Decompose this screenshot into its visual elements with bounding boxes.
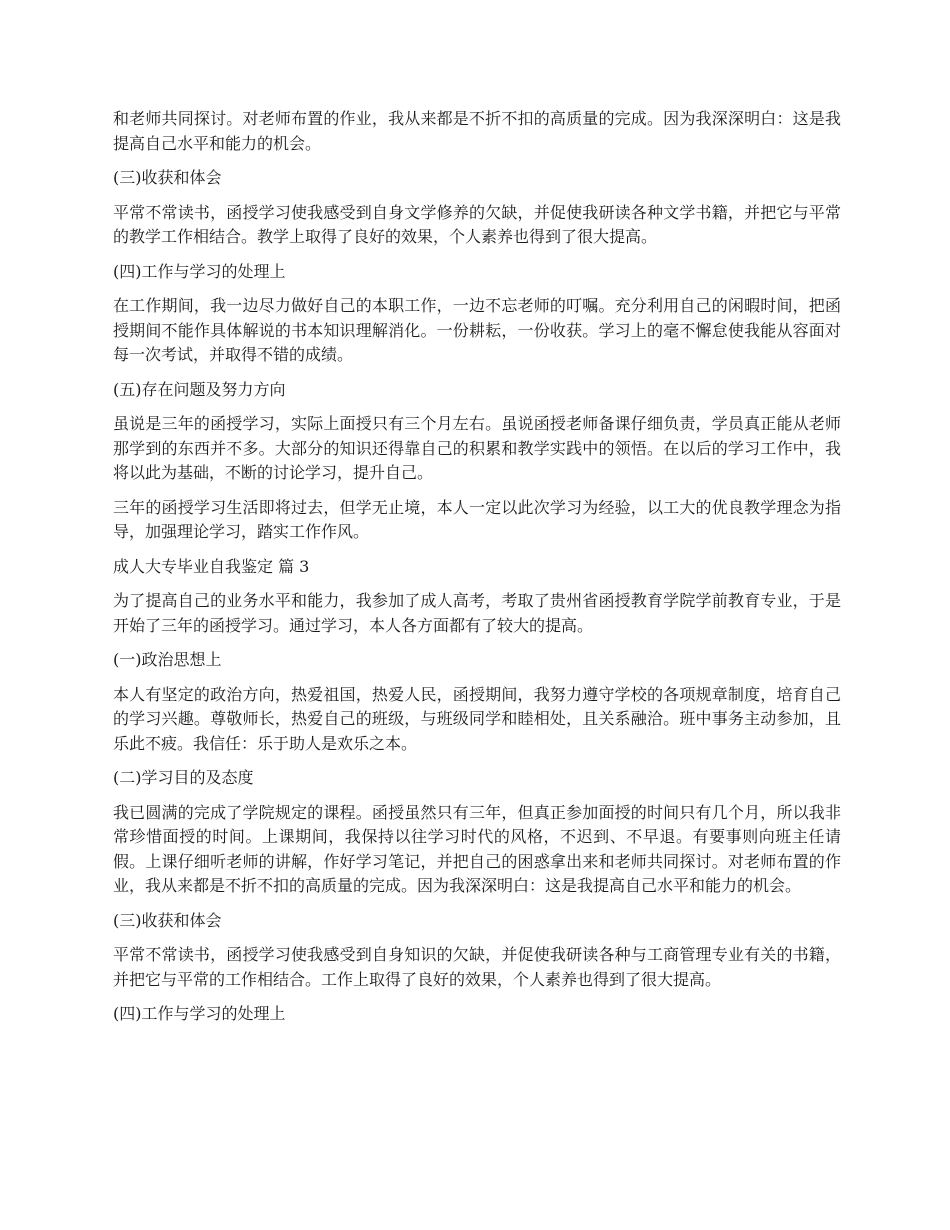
- body-paragraph: 在工作期间，我一边尽力做好自己的本职工作，一边不忘老师的叮嘱。充分利用自己的闲暇时间，把函授期间不能作具体解说的书本知识理解消化。一份耕耘，一份收获。学习上的毫不懈怠使我能从容面对每一次考试，并取得不错的成绩。: [113, 296, 841, 364]
- section-heading: (二)学习目的及态度: [113, 768, 254, 787]
- section-heading: (五)存在问题及努力方向: [113, 379, 286, 399]
- body-paragraph: 三年的函授学习生活即将过去，但学无止境，本人一定以此次学习为经验，以工大的优良教学理念为指导，加强理论学习，踏实工作作风。: [113, 497, 841, 541]
- section-heading: (四)工作与学习的处理上: [113, 1004, 286, 1023]
- section-heading: (三)收获和体会: [113, 168, 222, 187]
- body-paragraph: 为了提高自己的业务水平和能力，我参加了成人高考，考取了贵州省函授教育学院学前教育专业，于是开始了三年的函授学习。通过学习，本人各方面都有了较大的提高。: [113, 591, 841, 635]
- article-title: 成人大专毕业自我鉴定 篇 3: [113, 556, 310, 576]
- section-heading: (四)工作与学习的处理上: [113, 261, 286, 281]
- body-paragraph: 平常不常读书，函授学习使我感受到自身知识的欠缺，并促使我研读各种与工商管理专业有关的书籍，并把它与平常的工作相结合。工作上取得了良好的效果，个人素养也得到了很大提高。: [113, 945, 841, 989]
- body-paragraph: 和老师共同探讨。对老师布置的作业，我从来都是不折不扣的高质量的完成。因为我深深明白：这是我提高自己水平和能力的机会。: [113, 109, 841, 153]
- document-page: [113, 107, 841, 1027]
- body-paragraph: 平常不常读书，函授学习使我感受到自身文学修养的欠缺，并促使我研读各种文学书籍，并把它与平常的教学工作相结合。教学上取得了良好的效果，个人素养也得到了很大提高。: [113, 202, 841, 246]
- body-paragraph: 虽说是三年的函授学习，实际上面授只有三个月左右。虽说函授老师备课仔细负责，学员真正能从老师那学到的东西并不多。大部分的知识还得靠自己的积累和教学实践中的领悟。在以后的学习工作中，我将以此为基础，不断的讨论学习，提升自己。: [113, 414, 841, 482]
- section-heading: (一)政治思想上: [113, 650, 222, 669]
- body-paragraph: 我已圆满的完成了学院规定的课程。函授虽然只有三年，但真正参加面授的时间只有几个月，所以我非常珍惜面授的时间。上课期间，我保持以往学习时代的风格，不迟到、不早退。有要事则向班主任请假。上课仔细听老师的讲解，作好学习笔记，并把自己的困惑拿出来和老师共同探讨。对老师布置的作业，我从来都是不折不扣的高质量的完成。因为我深深明白：这是我提高自己水平和能力的机会。: [113, 802, 841, 895]
- section-heading: (三)收获和体会: [113, 910, 222, 930]
- body-paragraph: 本人有坚定的政治方向，热爱祖国，热爱人民，函授期间，我努力遵守学校的各项规章制度，培育自己的学习兴趣。尊敬师长，热爱自己的班级，与班级同学和睦相处，且关系融洽。班中事务主动参加，且乐此不疲。我信任：乐于助人是欢乐之本。: [113, 684, 841, 753]
